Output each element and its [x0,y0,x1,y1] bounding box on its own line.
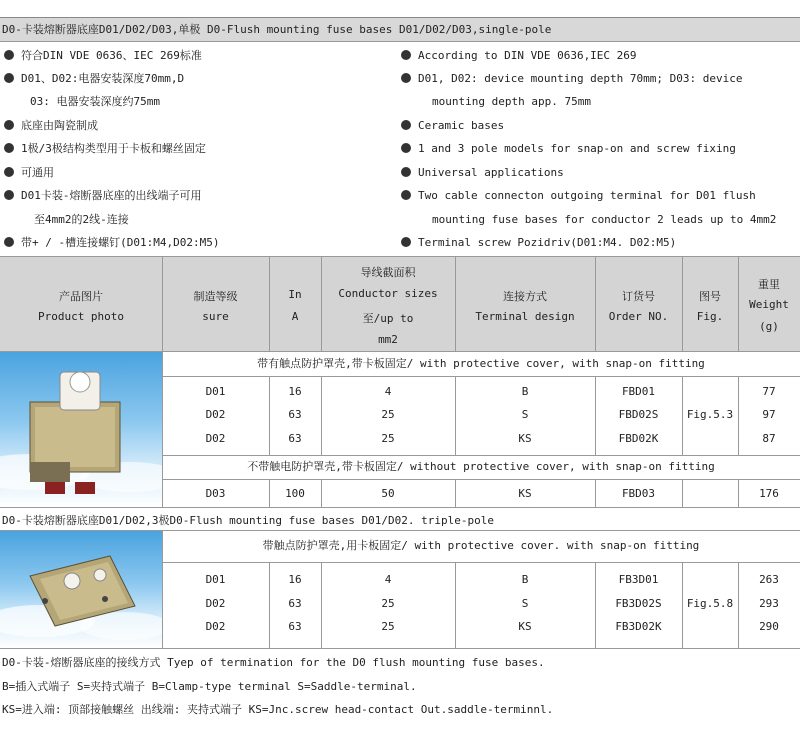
feature-cn-4: 1极/3极结构类型用于卡板和螺丝固定 [4,141,206,157]
g3-r2-term: S [521,597,529,610]
g2-in: 100 [285,487,305,500]
feature-cn-2: D01、D02:电器安装深度70mm,D [4,71,184,87]
feature-en-3: Ceramic bases [401,118,504,134]
divider [682,479,683,507]
g3-r3-order: FB3D02K [615,620,662,633]
g1-r3-weight: 87 [762,432,776,445]
g3-r1-order: FB3D01 [618,573,659,586]
note-termination: D0-卡装-熔断器底座的接线方式 Tyep of termination for the D0 flush mounting fuse bases. [2,656,545,669]
feature-en-1: According to DIN VDE 0636,IEC 269 [401,48,637,64]
divider [162,562,800,563]
note-ks: KS=进入端: 顶部接触螺丝 出线端: 夹持式端子 KS=Jnc.screw head-contact Out.saddle-terminnl. [2,703,554,716]
product-photo-single-pole [0,352,162,507]
bullet-icon [4,190,14,200]
feature-cn-3: 底座由陶瓷制成 [4,118,98,134]
g3-r2-in: 63 [288,597,302,610]
divider [162,257,163,351]
feature-en-5: Universal applications [401,165,564,181]
g1-r2-term: S [521,408,529,421]
bullet-icon [4,73,14,83]
divider [0,507,800,508]
g3-fig: Fig.5.8 [686,597,734,610]
g3-r1-in: 16 [288,573,302,586]
divider [455,257,456,351]
bullet-icon [401,237,411,247]
g2-weight: 176 [759,487,779,500]
g3-r1-size: D01 [205,573,226,586]
g3-r2-order: FB3D02S [615,597,662,610]
bullet-icon [4,143,14,153]
g1-r2-size: D02 [205,408,226,421]
feature-en-6-cont: mounting fuse bases for conductor 2 leads up to 4mm2 [432,213,777,226]
g1-r3-in: 63 [288,432,302,445]
divider [0,648,800,649]
divider [269,257,270,351]
feature-cn-7: 带+ / -槽连接螺钉(D01:M4,D02:M5) [4,235,219,251]
feature-cn-5: 可通用 [4,165,54,181]
bullet-icon [4,167,14,177]
group2-title: 不带触电防护罩壳,带卡板固定/ without protective cover, with snap-on fitting [247,460,715,473]
g3-r3-size: D02 [205,620,226,633]
bullet-icon [4,50,14,60]
g3-r2-size: D02 [205,597,226,610]
g1-r2-weight: 97 [762,408,776,421]
bullet-icon [401,167,411,177]
g1-r3-size: D02 [205,432,226,445]
g1-r1-size: D01 [205,385,226,398]
g1-r3-order: FBD02K [618,432,659,445]
g2-size: D03 [205,487,226,500]
header-term-en: Terminal design [475,310,575,323]
feature-en-4: 1 and 3 pole models for snap-on and screw fixing [401,141,736,157]
feature-cn-6-cont: 至4mm2的2线-连接 [34,213,129,226]
divider [162,455,800,456]
bullet-icon [4,120,14,130]
feature-en-6: Two cable connecton outgoing terminal for D01 flush [401,188,756,204]
header-size-cn: 制造等级 [193,290,238,303]
top-bar [0,0,800,18]
g3-r3-term: KS [518,620,532,633]
header-fig-en: Fig. [696,310,724,323]
header-size-en: sure [202,310,229,323]
g1-r1-in: 16 [288,385,302,398]
g1-r3-cond: 25 [381,432,395,445]
divider [162,479,800,480]
header-in-1: In [288,288,302,301]
feature-en-2: D01, D02: device mounting depth 70mm; D03: device [401,71,743,87]
header-weight-cn: 重里 [758,278,780,291]
g1-r1-cond: 4 [384,385,392,398]
g3-r3-weight: 290 [759,620,779,633]
page-title: D0-卡装熔断器底座D01/D02/D03,单极 D0-Flush mounting fuse bases D01/D02/D03,single-pole [0,18,800,42]
header-cond-unit: mm2 [378,333,398,346]
g1-r2-order: FBD02S [618,408,659,421]
g1-r1-weight: 77 [762,385,776,398]
section2-title: D0-卡装熔断器底座D01/D02,3极D0-Flush mounting fuse bases D01/D02. triple-pole [2,514,494,527]
bullet-icon [401,190,411,200]
feature-en-2-cont: mounting depth app. 75mm [432,95,591,108]
divider [595,257,596,351]
g1-r2-cond: 25 [381,408,395,421]
header-in-2: A [291,310,299,323]
g2-order: FBD03 [621,487,656,500]
g2-cond: 50 [381,487,395,500]
header-photo-en: Product photo [37,310,125,323]
bullet-icon [401,143,411,153]
product-photo-triple-pole [0,531,162,648]
bullet-icon [401,50,411,60]
header-cond-en: Conductor sizes [338,287,438,300]
feature-en-7: Terminal screw Pozidriv(D01:M4. D02:M5) [401,235,676,251]
bullet-icon [401,73,411,83]
feature-cn-1: 符合DIN VDE 0636、IEC 269标准 [4,48,202,64]
g3-r2-cond: 25 [381,597,395,610]
note-b-s: B=插入式端子 S=夹持式端子 B=Clamp-type terminal S=Saddle-terminal. [2,680,417,693]
header-fig-cn: 图号 [699,290,721,303]
g3-r3-in: 63 [288,620,302,633]
g3-r1-cond: 4 [384,573,392,586]
g1-r3-term: KS [518,432,532,445]
bullet-icon [4,237,14,247]
header-cond-cn: 导线截面积 [360,266,416,279]
g3-r2-weight: 293 [759,597,779,610]
divider [0,256,800,257]
header-order-cn: 订货号 [622,290,655,303]
divider [162,376,800,377]
header-photo-cn: 产品图片 [59,290,103,303]
header-term-cn: 连接方式 [503,290,547,303]
divider [162,351,163,507]
g3-r3-cond: 25 [381,620,395,633]
bullet-icon [401,120,411,130]
g1-r2-in: 63 [288,408,302,421]
group1-title: 带有触点防护罩壳,带卡板固定/ with protective cover, with snap-on fitting [257,357,705,370]
header-order-en: Order NO. [608,310,669,323]
g1-fig: Fig.5.3 [686,408,734,421]
g1-r1-term: B [521,385,529,398]
g1-r1-order: FBD01 [621,385,656,398]
g2-term: KS [518,487,532,500]
g3-r1-term: B [521,573,529,586]
header-weight-en: Weight [749,298,789,311]
divider [682,257,683,351]
g3-r1-weight: 263 [759,573,779,586]
feature-cn-6: D01卡装-熔断器底座的出线端子可用 [4,188,202,204]
group3-title: 带触点防护罩壳,用卡板固定/ with protective cover. with snap-on fitting [262,539,700,552]
feature-cn-2-cont: 03: 电器安装深度约75mm [30,95,160,108]
header-weight-unit: (g) [759,320,779,333]
header-cond-up: 至/up to [362,312,414,325]
